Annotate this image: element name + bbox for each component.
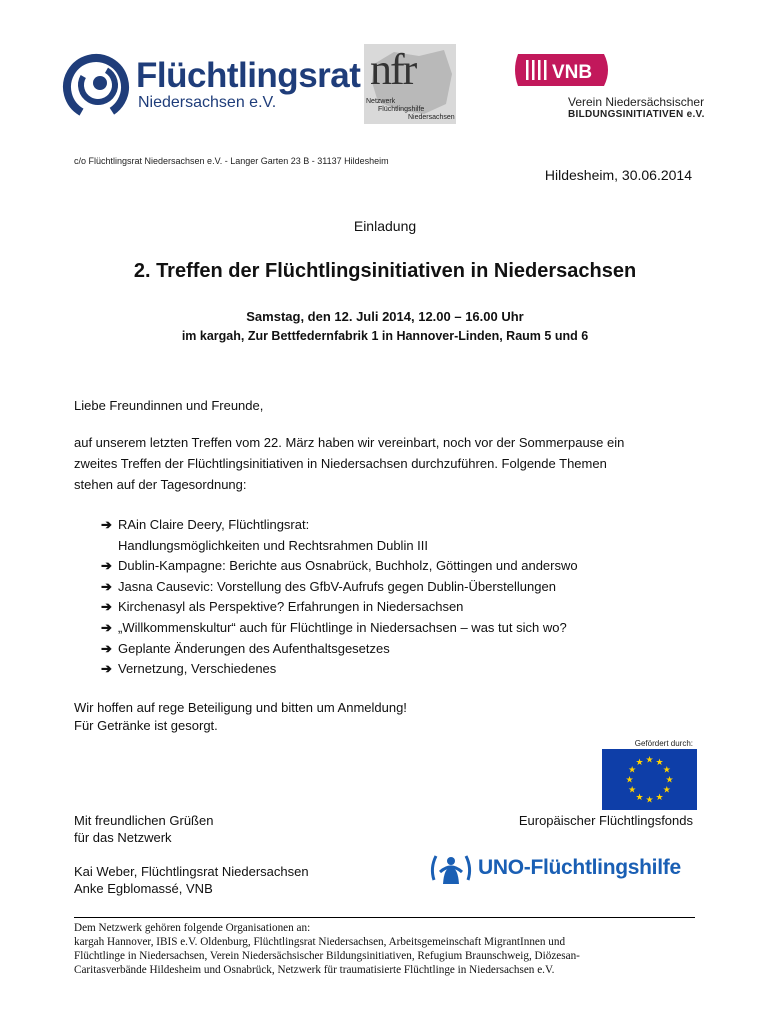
agenda-item-text: RAin Claire Deery, Flüchtlingsrat: (118, 517, 310, 532)
arrow-right-icon: ➔ (101, 517, 112, 532)
footer-members (74, 921, 580, 977)
agenda-item-text: „Willkommenskultur“ auch für Flüchtlinge in Niedersachsen – was tut sich wo? (118, 619, 567, 635)
agenda-item-text: Dublin-Kampagne: Berichte aus Osnabrück, Buchholz, Göttingen und anderswo (118, 558, 578, 574)
eu-star-icon: ★ (625, 774, 634, 785)
agenda-item (101, 659, 578, 680)
vnb-line1: Verein Niedersächsischer (568, 95, 705, 109)
event-location: im kargah, Zur Bettfedernfabrik 1 in Hannover-Linden, Raum 5 und 6 (181, 329, 589, 343)
agenda-item (101, 597, 578, 618)
footer-line: kargah Hannover, IBIS e.V. Oldenburg, Flüchtlingsrat Niedersachsen, Arbeitsgemeinschaft MigrantInnen und (74, 936, 566, 948)
uno-wordmark: UNO-Flüchtlingshilfe (478, 856, 681, 879)
signatories (74, 863, 309, 897)
eu-stars-icon (602, 749, 697, 810)
arrow-right-icon: ➔ (101, 599, 112, 615)
intro-line: auf unserem letzten Treffen vom 22. März haben wir vereinbart, noch vor der Sommerpause ein (74, 435, 625, 450)
eu-star-icon: ★ (645, 794, 654, 805)
agenda-item-text: Vernetzung, Verschiedenes (118, 661, 277, 677)
event-date-time: Samstag, den 12. Juli 2014, 12.00 – 16.00 Uhr (246, 309, 524, 324)
vnb-emblem-icon (512, 50, 612, 92)
eu-star-icon: ★ (655, 791, 664, 802)
hope-line: Wir hoffen auf rege Beteiligung und bitten um Anmeldung! (74, 700, 407, 715)
vnb-logo (512, 50, 712, 125)
fluechtlingsrat-swirl-icon (60, 52, 132, 122)
agenda-item-continuation: Handlungsmöglichkeiten und Rechtsrahmen Dublin III (118, 537, 429, 553)
page-title: 2. Treffen der Flüchtlingsinitiativen in Niedersachsen (133, 260, 637, 282)
hope-line: Für Getränke ist gesorgt. (74, 718, 218, 733)
sender-address: c/o Flüchtlingsrat Niedersachsen e.V. - Langer Garten 23 B - 31137 Hildesheim (74, 156, 389, 166)
footer-divider (74, 917, 695, 918)
intro-paragraph (74, 432, 624, 495)
agenda-item-text: Geplante Änderungen des Aufenthaltsgesetzes (118, 640, 390, 656)
eu-star-icon: ★ (628, 784, 637, 795)
eu-star-icon: ★ (662, 784, 671, 795)
nfr-caption-2: Flüchtlingshilfe (378, 106, 425, 113)
uno-fluechtlingshilfe-logo (428, 850, 700, 890)
agenda-item (101, 577, 578, 598)
footer-line: Caritasverbände Hildesheim und Osnabrück, Netzwerk für traumatisierte Flüchtlinge in Niedersachsen e.V. (74, 964, 555, 976)
greeting (74, 812, 213, 846)
nfr-letters: nfr (370, 45, 416, 94)
unhcr-emblem-icon (428, 850, 474, 890)
intro-line: zweites Treffen der Flüchtlingsinitiativen in Niedersachsen durchzuführen. Folgende Themen (74, 456, 607, 471)
eu-star-icon: ★ (645, 754, 654, 765)
greeting-line: Mit freundlichen Grüßen (74, 813, 214, 828)
eu-star-icon: ★ (628, 764, 637, 775)
arrow-right-icon: ➔ (101, 640, 112, 656)
fluechtlingsrat-sub: Niedersachsen e.V. (138, 94, 277, 111)
arrow-right-icon: ➔ (101, 558, 112, 574)
salutation: Liebe Freundinnen und Freunde, (74, 398, 264, 413)
agenda-list (101, 515, 578, 680)
closing-paragraph (74, 699, 407, 735)
arrow-right-icon: ➔ (101, 619, 112, 635)
eu-flag (602, 749, 697, 810)
arrow-right-icon: ➔ (101, 578, 112, 594)
nfr-caption-1: Netzwerk (366, 98, 396, 105)
eu-star-icon: ★ (635, 791, 644, 802)
eu-star-icon: ★ (635, 757, 644, 768)
vnb-mark: VNB (552, 62, 593, 83)
eu-star-icon: ★ (665, 774, 674, 785)
footer-line: Flüchtlinge in Niedersachsen, Verein Niedersächsischer Bildungsinitiativen, Refugium Braunschweig, Diözesan- (74, 950, 580, 962)
agenda-item (101, 556, 578, 577)
greeting-line: für das Netzwerk (74, 830, 172, 845)
funded-by-label: Gefördert durch: (634, 739, 693, 748)
eu-star-icon: ★ (655, 757, 664, 768)
vnb-line2: BILDUNGSINITIATIVEN e.V. (568, 109, 705, 120)
eu-star-icon: ★ (662, 764, 671, 775)
agenda-item (101, 515, 578, 556)
agenda-item (101, 618, 578, 639)
fluechtlingsrat-logo (60, 52, 360, 122)
arrow-right-icon: ➔ (101, 661, 112, 677)
agenda-item-text: Kirchenasyl als Perspektive? Erfahrungen in Niedersachsen (118, 599, 464, 615)
eu-fund-label: Europäischer Flüchtlingsfonds (518, 813, 693, 828)
nfr-caption-3: Niedersachsen (408, 114, 455, 121)
date-line: Hildesheim, 30.06.2014 (544, 167, 692, 183)
signatory: Anke Egblomassé, VNB (74, 881, 213, 896)
signatory: Kai Weber, Flüchtlingsrat Niedersachsen (74, 864, 309, 879)
einladung-heading: Einladung (353, 218, 417, 234)
agenda-item-text: Jasna Causevic: Vorstellung des GfbV-Aufrufs gegen Dublin-Überstellungen (118, 578, 556, 594)
agenda-item (101, 639, 578, 660)
nfr-logo (364, 44, 456, 124)
fluechtlingsrat-name: Flüchtlingsrat (136, 56, 361, 95)
intro-line: stehen auf der Tagesordnung: (74, 477, 247, 492)
footer-line: Dem Netzwerk gehören folgende Organisationen an: (74, 922, 311, 934)
